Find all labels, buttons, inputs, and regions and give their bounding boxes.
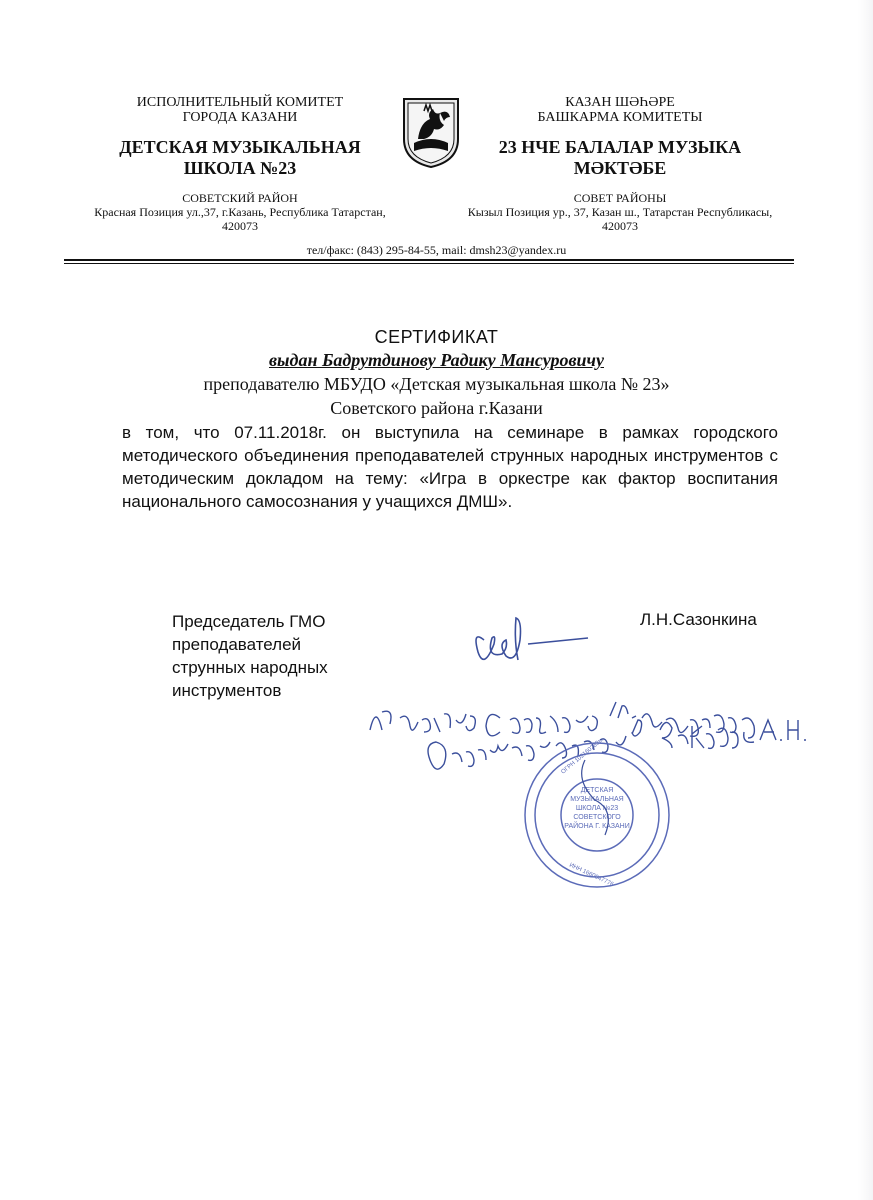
stamp-inn: ИНН 1660047776 — [568, 862, 615, 889]
header-right-block — [440, 95, 800, 233]
header-divider-thick — [64, 259, 794, 261]
header-right-district: СОВЕТ РАЙОНЫ — [573, 191, 667, 205]
certificate-district: Советского района г.Казани — [330, 398, 543, 418]
signatory-role — [172, 610, 392, 702]
certificate-recipient: выдан Бадрутдинову Радику Мансуровичу — [268, 350, 604, 370]
page-edge-shadow — [858, 0, 873, 1200]
header-left-district: СОВЕТСКИЙ РАЙОН — [182, 191, 298, 205]
handwritten-signature — [470, 600, 610, 680]
stamp-center-line2: МУЗЫКАЛЬНАЯ — [570, 796, 624, 803]
stamp-center-line5: РАЙОНА Г. КАЗАНИ — [564, 823, 630, 830]
stamp-ogrn: ОГРН 1021602836160 — [560, 740, 612, 776]
certificate-position: преподавателю МБУДО «Детская музыкальная школа № 23» — [203, 374, 670, 394]
stamp-center-line3: ШКОЛА №23 — [575, 805, 619, 812]
header-right-school-line2: МӘКТӘБЕ — [573, 158, 667, 178]
header-left-school-line2: ШКОЛА №23 — [183, 158, 297, 178]
header-left-block — [60, 95, 420, 233]
header-left-address-line2: 420073 — [222, 219, 258, 233]
signatory-role-line3: струнных народных — [172, 658, 328, 677]
header-right-org-line2: БАШКАРМА КОМИТЕТЫ — [537, 110, 703, 125]
header-contact: тел/факс: (843) 295-84-55, mail: dmsh23@yandex.ru — [306, 243, 567, 257]
certificate-title: СЕРТИФИКАТ — [374, 327, 499, 347]
stamp-center-line4: СОВЕТСКОГО — [573, 814, 621, 821]
signatory-role-line2: преподавателей — [172, 635, 302, 654]
header-divider-thin — [64, 263, 794, 264]
header-right-school-line1: 23 НЧЕ БАЛАЛАР МУЗЫКА — [498, 137, 742, 157]
official-round-stamp — [505, 740, 690, 890]
header-left-org-line1: ИСПОЛНИТЕЛЬНЫЙ КОМИТЕТ — [136, 95, 344, 110]
signatory-role-line4: инструментов — [172, 681, 282, 700]
header-right-address-line1: Кызыл Позиция ур., 37, Казан ш., Татарстан Республикасы, — [467, 205, 773, 219]
header-left-school-line1: ДЕТСКАЯ МУЗЫКАЛЬНАЯ — [119, 137, 361, 157]
signatory-role-line1: Председатель ГМО — [172, 612, 326, 631]
header-left-org-line2: ГОРОДА КАЗАНИ — [182, 110, 298, 125]
signatory-name: Л.Н.Сазонкина — [640, 610, 757, 629]
header-right-address-line2: 420073 — [602, 219, 638, 233]
header-left-address-line1: Красная Позиция ул.,37, г.Казань, Республика Татарстан, — [94, 205, 386, 219]
certificate-paragraph: в том, что 07.11.2018г. он выступила на семинаре в рамках городского методического объединения преподавателей струнных народных инструментов с методическим докладом на тему: «Игра в оркестре как фактор воспитания национального самосознания у учащихся ДМШ». — [122, 423, 778, 511]
header-right-org-line1: КАЗАН ШӘҺӘРЕ — [565, 95, 675, 110]
stamp-center-line1: ДЕТСКАЯ — [580, 787, 614, 794]
